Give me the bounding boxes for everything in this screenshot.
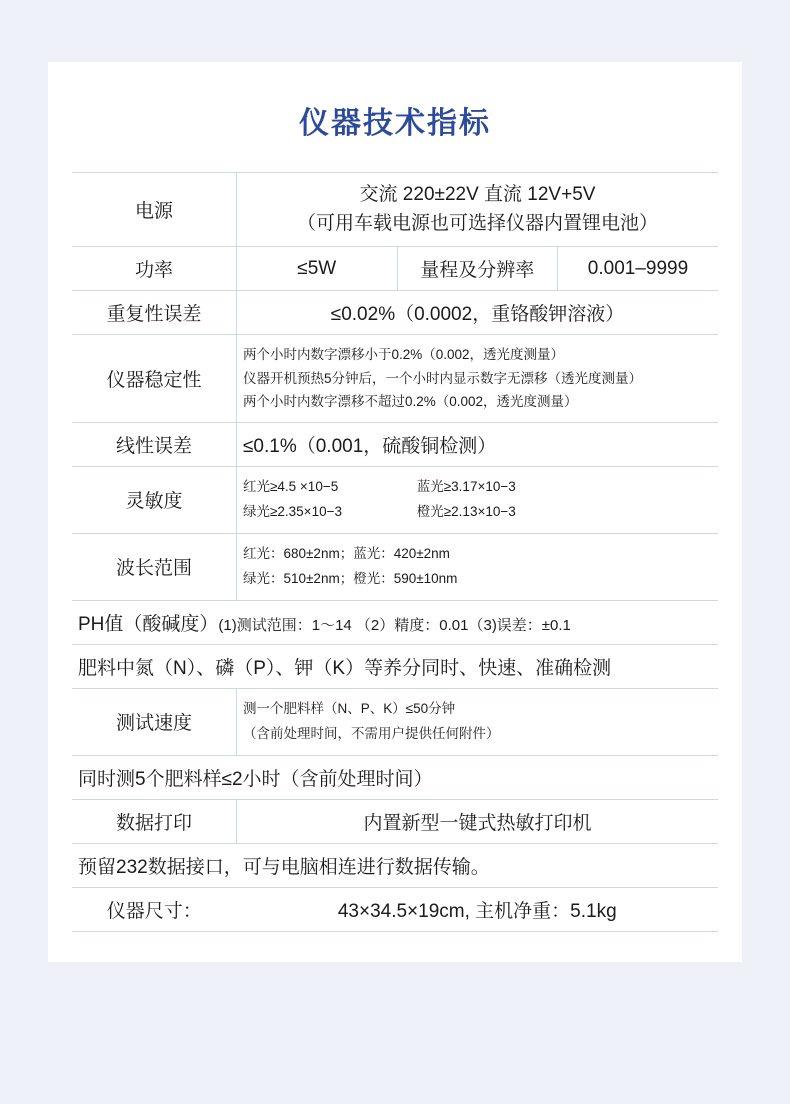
stability-line1: 两个小时内数字漂移小于0.2%（0.002，透光度测量） (243, 347, 565, 362)
row-label-print: 数据打印 (72, 799, 237, 843)
row-value-power (237, 173, 719, 247)
row-value-linearity: ≤0.1%（0.001，硫酸铜检测） (237, 422, 719, 466)
wavelength-line2: 绿光：510±2nm；橙光：590±10nm (243, 570, 458, 586)
ph-label: PH值（酸碱度） (78, 613, 219, 635)
row-value-batch: 同时测5个肥料样≤2小时（含前处理时间） (72, 755, 718, 799)
row-value-sensitivity (237, 466, 719, 533)
stability-line3: 两个小时内数字漂移不超过0.2%（0.002，透光度测量） (243, 394, 578, 410)
power-line1: 交流 220±22V 直流 12V+5V (359, 184, 596, 205)
table-row-speed (72, 688, 718, 755)
row-value-dimensions: 43×34.5×19cm, 主机净重：5.1kg (237, 887, 719, 931)
row-label-linearity: 线性误差 (72, 422, 237, 466)
spec-card (48, 62, 742, 962)
row-value-print: 内置新型一键式热敏打印机 (237, 799, 719, 843)
row-label-sensitivity: 灵敏度 (72, 466, 237, 533)
row-value-ph (72, 600, 718, 644)
row-label-power: 电源 (72, 173, 237, 247)
ph-detail: (1)测试范围：1～14 （2）精度：0.01（3)误差：±0.1 (218, 616, 571, 634)
row-value-interface: 预留232数据接口，可与电脑相连进行数据传输。 (72, 843, 718, 887)
row-value-npk: 肥料中氮（N）、磷（P）、钾（K）等养分同时、快速、准确检测 (72, 644, 718, 688)
row-value-wattage: ≤5W (237, 247, 398, 291)
table-row-wavelength (72, 533, 718, 600)
sensitivity-line2 (243, 500, 712, 525)
sensitivity-green: 绿光≥2.35×10−3 (243, 503, 342, 519)
sensitivity-orange: 橙光≥2.13×10−3 (416, 503, 516, 519)
spec-table (72, 172, 718, 932)
row-value-range-resolution: 0.001–9999 (558, 247, 719, 291)
sensitivity-line1 (243, 475, 712, 500)
table-row-repeatability (72, 291, 718, 335)
page-title: 仪器技术指标 (299, 107, 491, 140)
row-value-repeatability: ≤0.02%（0.0002，重铬酸钾溶液） (237, 291, 719, 335)
stability-line2: 仪器开机预热5分钟后，一个小时内显示数字无漂移（透光度测量） (243, 370, 643, 386)
row-label-wavelength: 波长范围 (72, 533, 237, 600)
row-label-range-resolution: 量程及分辨率 (397, 247, 558, 291)
table-row-sensitivity (72, 466, 718, 533)
row-value-wavelength (237, 533, 719, 600)
row-value-stability (237, 335, 719, 423)
row-label-wattage: 功率 (72, 247, 237, 291)
wavelength-line1: 红光：680±2nm；蓝光：420±2nm (243, 545, 450, 561)
power-line2: （可用车载电源也可选择仪器内置锂电池） (296, 212, 658, 234)
row-label-repeatability: 重复性误差 (72, 291, 237, 335)
table-row-wattage (72, 247, 718, 291)
table-row-ph (72, 600, 718, 644)
table-row-print (72, 799, 718, 843)
table-row-dimensions (72, 887, 718, 931)
table-row-batch (72, 755, 718, 799)
speed-line2: （含前处理时间，不需用户提供任何附件） (243, 725, 500, 741)
sensitivity-red: 红光≥4.5 ×10−5 (243, 478, 339, 494)
row-value-speed (237, 688, 719, 755)
table-row-power (72, 173, 718, 247)
table-row-npk (72, 644, 718, 688)
speed-line1: 测一个肥料样（N、P、K）≤50分钟 (243, 700, 456, 716)
table-row-stability (72, 335, 718, 423)
row-label-dimensions: 仪器尺寸： (72, 887, 237, 931)
sensitivity-blue: 蓝光≥3.17×10−3 (416, 478, 516, 494)
row-label-speed: 测试速度 (72, 688, 237, 755)
row-label-stability: 仪器稳定性 (72, 335, 237, 423)
table-row-linearity (72, 422, 718, 466)
table-row-interface (72, 843, 718, 887)
